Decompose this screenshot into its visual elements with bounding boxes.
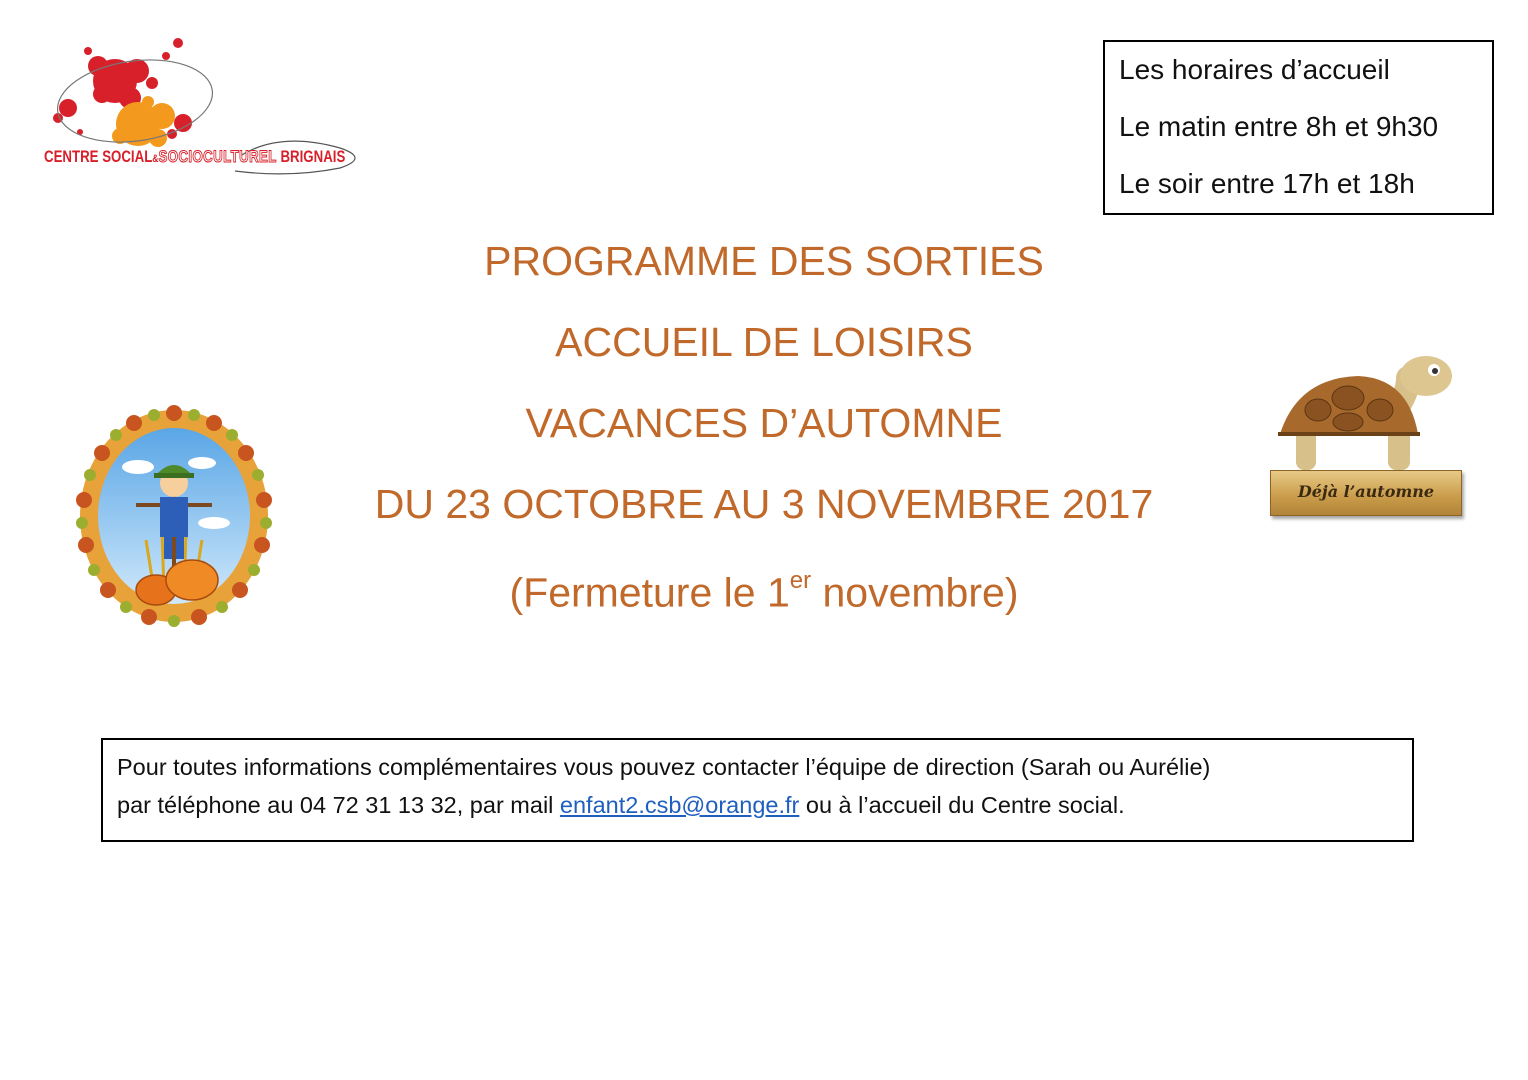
info-closing-text: ou à l’accueil du Centre social.	[799, 792, 1125, 818]
contact-info-box	[101, 738, 1414, 842]
email-link[interactable]: enfant2.csb@orange.fr	[559, 792, 800, 818]
logo-text-centre-social: CENTRE SOCIAL	[44, 147, 153, 166]
closure-text-pre: (Fermeture le 1	[509, 569, 790, 616]
title-line-1: PROGRAMME DES SORTIES	[484, 238, 1044, 284]
logo-text-socioculturel: SOCIOCULTUREL	[158, 147, 277, 166]
info-line-1: Pour toutes informations complémentaires vous pouvez contacter l’équipe de direction (Sarah ou Aurélie)	[117, 754, 1211, 780]
hours-morning: Le matin entre 8h et 9h30	[1119, 111, 1439, 142]
title-line-dates: DU 23 OCTOBRE AU 3 NOVEMBRE 2017	[374, 481, 1154, 527]
turtle-graphic	[1268, 348, 1464, 478]
title-line-2: ACCUEIL DE LOISIRS	[555, 319, 973, 365]
closure-text-post: novembre)	[811, 569, 1019, 616]
hours-evening: Le soir entre 17h et 18h	[1119, 168, 1415, 199]
logo-text-ampersand: &	[152, 153, 159, 165]
turtle-banner: Déjà l’automne	[1270, 470, 1462, 516]
logo-text-brignais: BRIGNAIS	[280, 147, 346, 166]
program-title-block	[300, 232, 1228, 637]
closure-text-sup: er	[789, 567, 812, 594]
turtle-image	[1268, 348, 1464, 520]
opening-hours-box	[1103, 40, 1494, 215]
hours-title: Les horaires d’accueil	[1119, 54, 1390, 85]
logo-wordmark	[44, 147, 345, 167]
title-line-3: VACANCES D’AUTOMNE	[525, 400, 1003, 446]
info-line-2	[117, 788, 1398, 826]
title-line-closure	[300, 556, 1228, 637]
info-phone-text: par téléphone au 04 72 31 13 32, par mail	[117, 792, 560, 818]
centre-social-logo	[40, 36, 380, 186]
autumn-scarecrow-image	[74, 405, 274, 627]
